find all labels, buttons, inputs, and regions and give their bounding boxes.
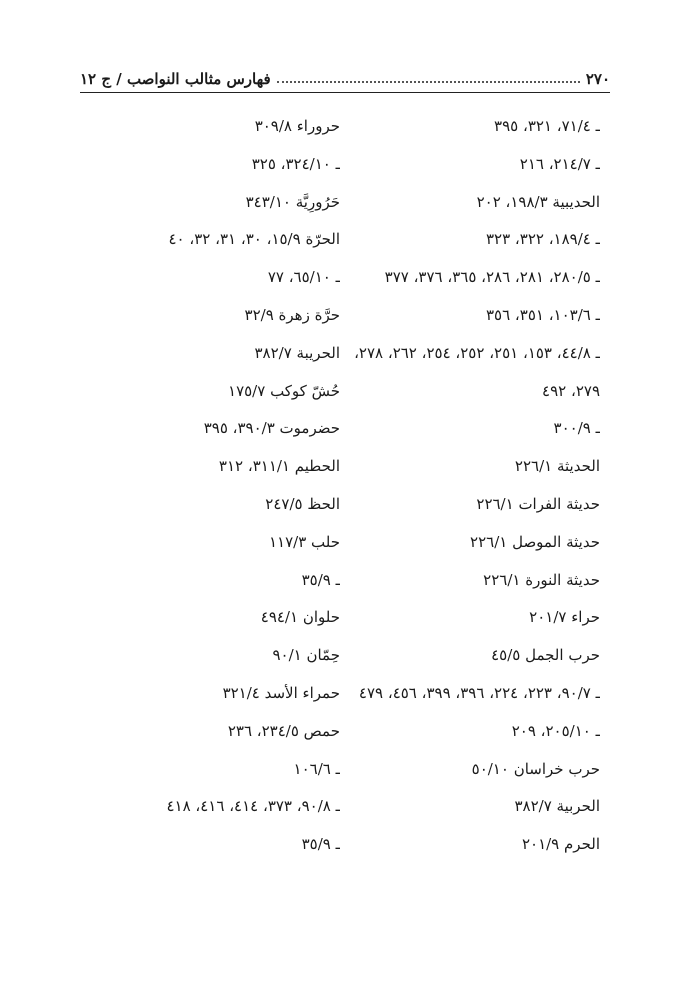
index-entry: ـ ٣٥/٩ — [301, 570, 340, 589]
index-entry: ـ ٣٥/٩ — [301, 835, 340, 854]
index-entry: ـ ٢١٤/٧، ٢١٦ — [519, 154, 600, 173]
index-entry: حرب الجمل ٤٥/٥ — [491, 646, 600, 665]
index-entry: الحظ ٢٤٧/٥ — [265, 494, 340, 513]
index-entry: حمراء الأسد ٣٢١/٤ — [222, 683, 340, 702]
index-entry: حَرُورِيَّة ٣٤٣/١٠ — [245, 192, 340, 211]
index-entry: حرب خراسان ٥٠/١٠ — [471, 759, 600, 778]
index-entry: حِمّان ٩٠/١ — [272, 646, 340, 665]
header-rule — [80, 92, 610, 93]
index-entry: حُشّ كوكب ١٧٥/٧ — [228, 381, 340, 400]
header-title: فهارس مثالب النواصب / ج ١٢ — [80, 70, 271, 88]
index-entry: ـ ٩٠/٨، ٣٧٣، ٤١٤، ٤١٦، ٤١٨ — [166, 797, 340, 816]
index-entry: الحرّة ١٥/٩، ٣٠، ٣١، ٣٢، ٤٠ — [168, 230, 340, 249]
index-entry: ـ ١٠٦/٦ — [293, 759, 340, 778]
index-entry: حروراء ٣٠٩/٨ — [254, 117, 340, 135]
index-entry: ـ ٣٠٠/٩ — [553, 419, 600, 438]
index-entry: الحريبة ٣٨٢/٧ — [254, 343, 340, 362]
index-entry: حضرموت ٣٩٠/٣، ٣٩٥ — [203, 419, 340, 438]
index-entry: ـ ١٠٣/٦، ٣٥١، ٣٥٦ — [485, 305, 600, 324]
index-entry: حمص ٢٣٤/٥، ٢٣٦ — [227, 721, 340, 740]
index-entry: حراء ٢٠١/٧ — [529, 608, 600, 627]
index-entry: ـ ٢٨٠/٥، ٢٨١، ٢٨٦، ٣٦٥، ٣٧٦، ٣٧٧ — [384, 268, 600, 287]
index-entry: ـ ٦٥/١٠، ٧٧ — [267, 268, 340, 287]
header-leader-dots — [277, 81, 580, 83]
index-entry: حرَّة زهرة ٣٢/٩ — [244, 305, 340, 324]
index-entry: الحرم ٢٠١/٩ — [521, 835, 600, 854]
index-entry: حلب ١١٧/٣ — [268, 532, 340, 551]
index-entry: حديثة النورة ٢٢٦/١ — [483, 570, 600, 589]
index-column-left — [80, 108, 340, 864]
index-entry: الحديثة ٢٢٦/١ — [514, 457, 600, 476]
index-entry: ـ ٣٢٤/١٠، ٣٢٥ — [251, 154, 340, 173]
index-entry: ٢٧٩، ٤٩٢ — [542, 381, 600, 400]
index-entry: الحربية ٣٨٢/٧ — [514, 797, 600, 816]
index-column-right — [340, 108, 600, 864]
index-entry: حديثة الفرات ٢٢٦/١ — [476, 494, 600, 513]
index-entry: الحديبية ١٩٨/٣، ٢٠٢ — [476, 192, 600, 211]
index-entry: ـ ٢٠٥/١٠، ٢٠٩ — [511, 721, 600, 740]
index-entry: ـ ١٨٩/٤، ٣٢٢، ٣٢٣ — [485, 230, 600, 249]
index-entry: الحطيم ٣١١/١، ٣١٢ — [218, 457, 340, 476]
index-entry: ـ ٩٠/٧، ٢٢٣، ٢٢٤، ٣٩٦، ٣٩٩، ٤٥٦، ٤٧٩ — [358, 683, 600, 702]
running-header — [80, 60, 610, 88]
page-number: ٢٧٠ — [585, 70, 610, 88]
index-entry: ـ ٤٤/٨، ١٥٣، ٢٥١، ٢٥٢، ٢٥٤، ٢٦٢، ٢٧٨، — [354, 343, 600, 362]
index-entry: حلوان ٤٩٤/١ — [260, 608, 340, 627]
index-entry: حديثة الموصل ٢٢٦/١ — [470, 532, 600, 551]
index-entry: ـ ٧١/٤، ٣٢١، ٣٩٥ — [494, 117, 600, 135]
